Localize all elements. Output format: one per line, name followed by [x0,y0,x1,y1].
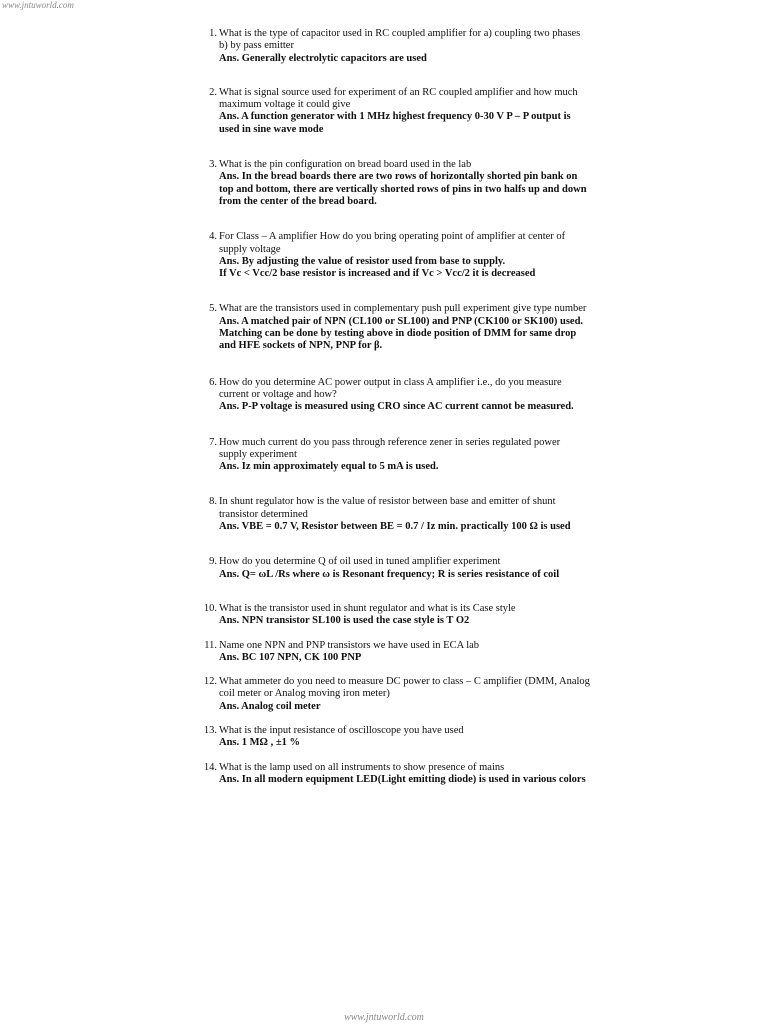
question-item [200,556,590,581]
answer-text: Ans. 1 MΩ , ±1 % [219,737,300,749]
question-text: In shunt regulator how is the value of resistor between base and emitter of shunt transistor determined [219,496,556,520]
answer-text: Ans. A function generator with 1 MHz highest frequency 0-30 V P – P output is used in sine wave mode [219,111,571,135]
answer-text: Ans. A matched pair of NPN (CL100 or SL100) and PNP (CK100 or SK100) used. Matching can be done by testing above in diode position of DMM for same drop and HFE sockets of NPN, PNP for β. [219,315,584,352]
question-item [200,377,590,414]
question-text: What are the transistors used in complementary push pull experiment give type number [219,303,587,315]
answer-text: Ans. By adjusting the value of resistor used from base to supply. If Vc < Vcc/2 base resistor is increased and if Vc > Vcc/2 it is decreased [219,255,536,280]
question-item [200,676,590,713]
question-text: How much current do you pass through reference zener in series regulated power supply experiment [219,436,561,460]
answer-text: Ans. P-P voltage is measured using CRO since AC current cannot be measured. [219,401,574,413]
question-number: 2. [209,86,217,98]
question-item [200,231,590,280]
answer-text: Ans. In all modern equipment LED(Light emitting diode) is used in various colors [219,773,586,785]
question-text: What is the transistor used in shunt regulator and what is its Case style [219,602,516,614]
answer-text: Ans. Analog coil meter [219,700,321,712]
question-number: 9. [209,556,217,568]
question-item [200,496,590,533]
question-text: What is the input resistance of oscilloscope you have used [219,724,464,736]
question-item [200,87,590,136]
question-number: 1. [209,28,217,39]
answer-text: Ans. NPN transistor SL100 is used the case style is T O2 [219,615,470,627]
footer-watermark: www.jntuworld.com [344,1012,424,1023]
question-text: How do you determine Q of oil used in tuned amplifier experiment [219,556,501,568]
answer-text: Ans. Generally electrolytic capacitors are used [219,52,427,64]
question-item [200,303,590,352]
question-number: 5. [209,303,217,315]
question-item [200,603,590,628]
answer-text: Ans. In the bread boards there are two rows of horizontally shorted pin bank on top and bottom, there are vertically shorted rows of pins in two halfs up and down from the center of the bread board. [219,171,587,207]
question-text: Name one NPN and PNP transistors we have used in ECA lab [219,639,480,651]
question-text: For Class – A amplifier How do you bring operating point of amplifier at center of supply voltage [219,231,566,255]
question-text: What ammeter do you need to measure DC power to class – C amplifier (DMM, Analog coil meter or Analog moving iron meter) [219,676,590,700]
question-item [200,28,590,65]
question-number: 11. [204,639,217,651]
question-text: What is the type of capacitor used in RC coupled amplifier for a) coupling two phases b) by pass emitter [219,28,581,52]
question-number: 6. [209,376,217,388]
question-number: 4. [209,231,217,243]
header-watermark: www.jntuworld.com [2,0,74,10]
answer-text: Ans. Iz min approximately equal to 5 mA is used. [219,461,439,473]
question-item [200,762,590,787]
question-list [200,16,590,786]
answer-text: Ans. Q= ωL /Rs where ω is Resonant frequency; R is series resistance of coil [219,568,560,580]
answer-text: Ans. VBE = 0.7 V, Resistor between BE = 0.7 / Iz min. practically 100 Ω is used [219,521,571,533]
question-number: 7. [209,436,217,448]
question-text: What is the pin configuration on bread board used in the lab [219,159,472,171]
answer-text: Ans. BC 107 NPN, CK 100 PNP [219,651,362,663]
question-number: 12. [203,676,217,688]
question-number: 14. [203,761,217,773]
question-item [200,725,590,750]
question-number: 10. [203,602,217,614]
question-number: 13. [203,724,217,736]
question-number: 8. [209,496,217,508]
question-item [200,437,590,474]
question-text: What is signal source used for experiment of an RC coupled amplifier and how much maximum voltage it could give [219,86,578,111]
question-item [200,159,590,208]
question-text: How do you determine AC power output in class A amplifier i.e., do you measure current or voltage and how? [219,376,562,400]
question-number: 3. [209,159,217,171]
question-text: What is the lamp used on all instruments to show presence of mains [219,761,505,773]
question-item [200,640,590,665]
